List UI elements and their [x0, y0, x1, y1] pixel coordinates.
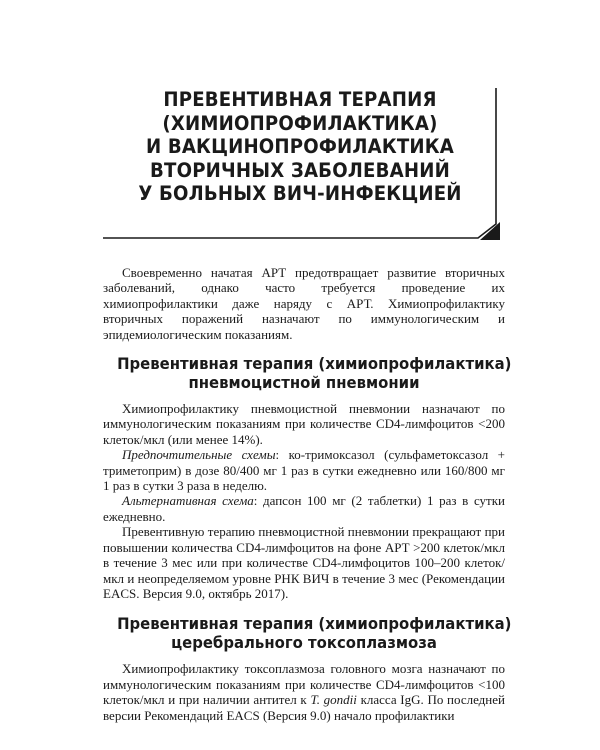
- chapter-title-line: ВТОРИЧНЫХ ЗАБОЛЕВАНИЙ: [150, 158, 450, 182]
- chapter-title-line: ПРЕВЕНТИВНАЯ ТЕРАПИЯ: [163, 88, 437, 111]
- preferred-regimen-paragraph: [103, 447, 505, 493]
- toxoplasmosis-text-start: Химиопрофилактику токсоплазмоза головного мозга назначают по иммунологическим показаниям при количестве CD4-лимфоцитов <100 клеток/мкл и при наличии антител к: [103, 661, 505, 708]
- section-heading-toxoplasmosis: [117, 614, 512, 653]
- toxoplasmosis-paragraph: [103, 661, 505, 723]
- preferred-regimen-label: Предпочтительные схемы: [122, 447, 276, 463]
- chapter-title-line: И ВАКЦИНОПРОФИЛАКТИКА: [145, 135, 455, 158]
- chapter-title-line: У БОЛЬНЫХ ВИЧ-ИНФЕКЦИЕЙ: [138, 182, 462, 205]
- alternative-regimen-paragraph: [103, 493, 505, 524]
- pneumocystis-indication-paragraph: Химиопрофилактику пневмоцистной пневмонии назначают по иммунологическим показаниям при количестве CD4-лимфоцитов <200 клеток/мкл (или менее 14%).: [103, 401, 505, 447]
- section-heading-line: Превентивная терапия (химиопрофилактика): [117, 614, 512, 634]
- preferred-regimen-text: : ко-тримоксазол (сульфаметоксазол + триметоприм) в дозе 80/400 мг 1 раз в сутки ежедневно или 160/800 мг 1 раз в сутки 3 раза в неделю.: [103, 447, 505, 494]
- chapter-title: [107, 88, 494, 206]
- section-heading-line: церебрального токсоплазмоза: [171, 633, 437, 653]
- section-heading-line: Превентивная терапия (химиопрофилактика): [117, 354, 512, 374]
- section-heading-pneumocystis: [117, 354, 512, 393]
- alternative-regimen-text: : дапсон 100 мг (2 таблетки) 1 раз в сутки ежедневно.: [103, 493, 505, 524]
- pneumocystis-stop-paragraph: Превентивную терапию пневмоцистной пневмонии прекращают при повышении количества CD4-лимфоцитов на фоне АРТ >200 клеток/мкл в течение 3 мес или при количестве CD4-лимфоцитов 100–200 клеток/мкл и неопределяемом уровне РНК ВИЧ в течение 3 мес (Рекомендации EACS. Версия 9.0, октябрь 2017).: [103, 524, 505, 601]
- toxoplasmosis-text-end: класса IgG. По последней версии Рекомендаций EACS (Версия 9.0) начало профилактики: [103, 692, 505, 723]
- alternative-regimen-label: Альтернативная схема: [122, 493, 254, 509]
- chapter-title-line: (ХИМИОПРОФИЛАКТИКА): [162, 111, 438, 135]
- pathogen-name: T. gondii: [310, 692, 357, 708]
- page-body: [103, 265, 512, 723]
- section-heading-line: пневмоцистной пневмонии: [188, 373, 420, 393]
- intro-paragraph: Своевременно начатая АРТ предотвращает развитие вторичных заболеваний, однако часто требуется проведение их химиопрофилактики даже наряду с АРТ. Химиопрофилактику вторичных поражений назначают по иммунологическим и эпидемиологическим показаниям.: [103, 265, 505, 342]
